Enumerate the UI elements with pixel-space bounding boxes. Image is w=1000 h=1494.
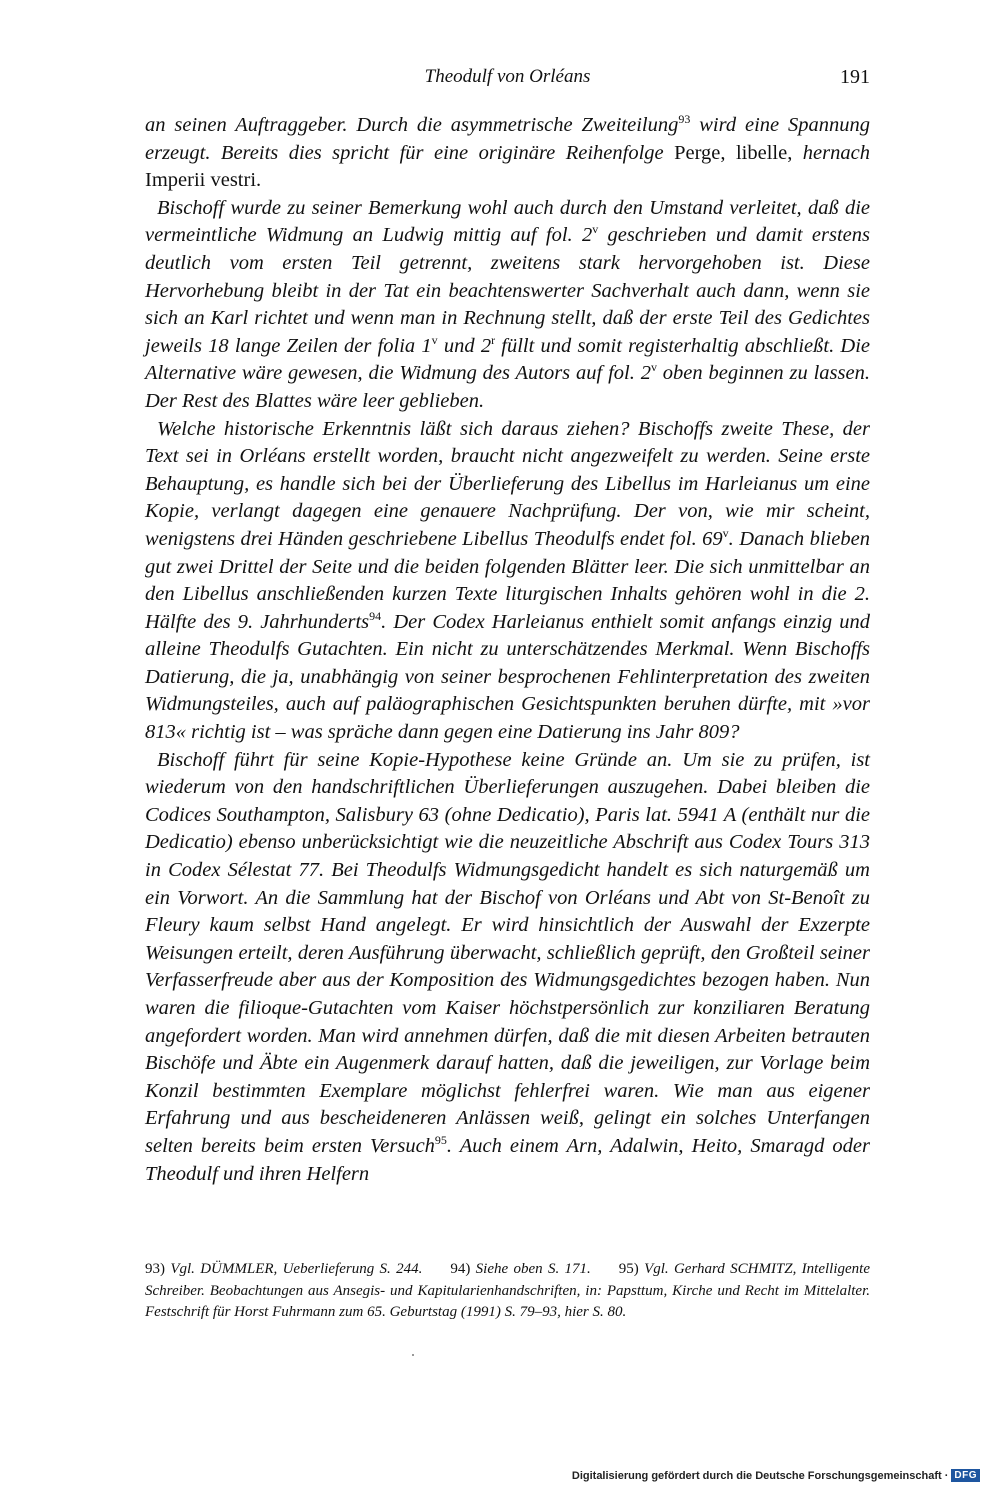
text-run: und 2 xyxy=(437,334,492,357)
footnote-number: 95) xyxy=(618,1261,639,1277)
scan-speck xyxy=(412,1354,414,1356)
footnote-ref-95: 95 xyxy=(434,1132,447,1147)
funding-banner xyxy=(572,1469,980,1482)
dfg-logo: DFG xyxy=(951,1469,980,1482)
footnote-ref-93: 93 xyxy=(678,112,691,126)
running-title: Theodulf von Orléans xyxy=(424,66,591,87)
quoted-words: Imperii vestri. xyxy=(145,169,262,192)
folio-verso-mark: v xyxy=(431,332,438,347)
main-text xyxy=(145,112,870,1188)
text-run: an seinen Auftraggeber. Durch die asymmetrische Zweiteilung xyxy=(145,114,679,136)
running-head xyxy=(145,66,870,96)
footnote-ref-94: 94 xyxy=(369,608,382,623)
footnote-number: 94) xyxy=(450,1261,471,1277)
paragraph-2 xyxy=(145,195,870,416)
folio-verso-mark: v xyxy=(722,525,729,540)
footnote-95: Vgl. Gerhard SCHMITZ, Intelligente Schreiber. Beobachtungen aus Ansegis- und Kapitularienhandschriften, in: Papsttum, Kirche und Recht im Mittelalter. Festschrift für Horst Fuhrmann zum 65. Geburtstag (1991) S. 79–93, hier S. 80. xyxy=(145,1261,870,1320)
paragraph-4 xyxy=(145,747,870,1189)
text-run: . Der Codex Harleianus enthielt somit anfangs einzig und alleine Theodulfs Gutachten. Ein nicht zu unterschätzendes Merkmal. Wenn Bischoffs Datierung, die ja, unabhängig von seiner besprochenen Fehlinterpretation des zweiten Widmungsteiles, auch auf paläographischen Gesichtspunkten beruhen dürfte, mit »vor 813« richtig ist – was spräche dann gegen eine Datierung ins Jahr 809? xyxy=(145,610,870,744)
text-run: Welche historische Erkenntnis läßt sich daraus ziehen? Bischoffs zweite These, der Text sei in Orléans erstellt worden, braucht nicht angezweifelt zu werden. Seine erste Behauptung, es handle sich bei der Überlieferung des Libellus im Harleianus um eine Kopie, verlangt dagegen eine genauere Nachprüfung. Der von, wie mir scheint, wenigstens drei Händen geschriebene Libellus Theodulfs endet fol. 69 xyxy=(145,417,870,550)
text-run: hernach xyxy=(792,141,870,164)
funding-text: Digitalisierung gefördert durch die Deutsche Forschungsgemeinschaft · xyxy=(571,1469,949,1482)
folio-recto-mark: r xyxy=(491,332,496,347)
footnote-94: Siehe oben S. 171. xyxy=(470,1261,591,1277)
footnote-block xyxy=(145,1259,870,1324)
text-run: oben beginnen zu lassen. Der Rest des Blattes wäre leer geblieben. xyxy=(145,362,870,412)
folio-verso-mark: v xyxy=(592,222,599,237)
text-run: geschrieben und damit erstens deutlich vom ersten Teil getrennt, zweitens stark hervorgehoben ist. Diese Hervorhebung bleibt in der Tat ein beachtenswerter Sachverhalt auch dann, wenn sie sich an Karl richtet und wenn man in Rechnung stellt, daß der erste Teil des Gedichtes jeweils 18 lange Zeilen der folia 1 xyxy=(145,224,870,357)
text-run: Bischoff führt für seine Kopie-Hypothese keine Gründe an. Um sie zu prüfen, ist wiederum von den handschriftlichen Überlieferungen auszugehen. Dabei bleiben die Codices Southampton, Salisbury 63 (ohne Dedicatio), Paris lat. 5941 A (enthält nur die Dedicatio) ebenso unberücksichtigt wie die neuzeitliche Abschrift aus Codex Tours 313 in Codex Sélestat 77. Bei Theodulfs Widmungsgedicht handelt es sich naturgemäß um ein Vorwort. An die Sammlung hat der Bischof von Orléans und Abt von St-Benoît zu Fleury kaum selbst Hand angelegt. Er wird hinsichtlich der Auswahl der Exzerpte Weisungen erteilt, deren Ausführung überwacht, schließlich geprüft, den Großteil seiner Verfasserfreude aber aus der Komposition des Widmungsgedichtes bezogen haben. Nun waren die filioque-Gutachten vom Kaiser höchstpersönlich zur konziliaren Beratung angefordert worden. Man wird annehmen dürfen, daß die mit diesen Arbeiten betrauten Bischöfe und Äbte ein Augenmerk darauf hatten, daß die jeweiligen, zur Vorlage beim Konzil bestimmten Exemplare möglichst fehlerfrei waren. Wie man aus eigener Erfahrung und aus bescheideneren Anlässen weiß, gelingt ein solches Unterfangen selten bereits beim ersten Versuch xyxy=(145,748,870,1157)
folio-verso-mark: v xyxy=(650,360,657,375)
text-run: . Auch einem Arn, Adalwin, Heito, Smaragd oder Theodulf und ihren Helfern xyxy=(145,1134,870,1185)
text-run: füllt und somit registerhaltig abschließt. Die Alternative wäre gewesen, die Widmung des Autors auf fol. 2 xyxy=(145,334,871,385)
page-number: 191 xyxy=(840,66,870,88)
paragraph-3 xyxy=(145,416,870,747)
paragraph-1 xyxy=(145,112,870,195)
text-run: . Danach blieben gut zwei Drittel der Seite und die beiden folgenden Blätter leer. Die sich unmittelbar an den Libellus anschließenden kurzen Texte liturgischen Inhalts gehören wohl in die 2. Hälfte des 9. Jahrhunderts xyxy=(145,527,870,633)
footnote-number: 93) xyxy=(145,1261,165,1277)
footnotes xyxy=(145,1259,870,1324)
text-run: wird eine Spannung erzeugt. Bereits dies spricht für eine originäre Reihenfolge xyxy=(145,114,871,164)
footnote-93: Vgl. DÜMMLER, Ueberlieferung S. 244. xyxy=(165,1261,423,1277)
quoted-words: Perge, libelle, xyxy=(674,141,793,164)
text-run: Bischoff wurde zu seiner Bemerkung wohl auch durch den Umstand verleitet, daß die vermeintliche Widmung an Ludwig mittig auf fol. 2 xyxy=(145,196,870,247)
